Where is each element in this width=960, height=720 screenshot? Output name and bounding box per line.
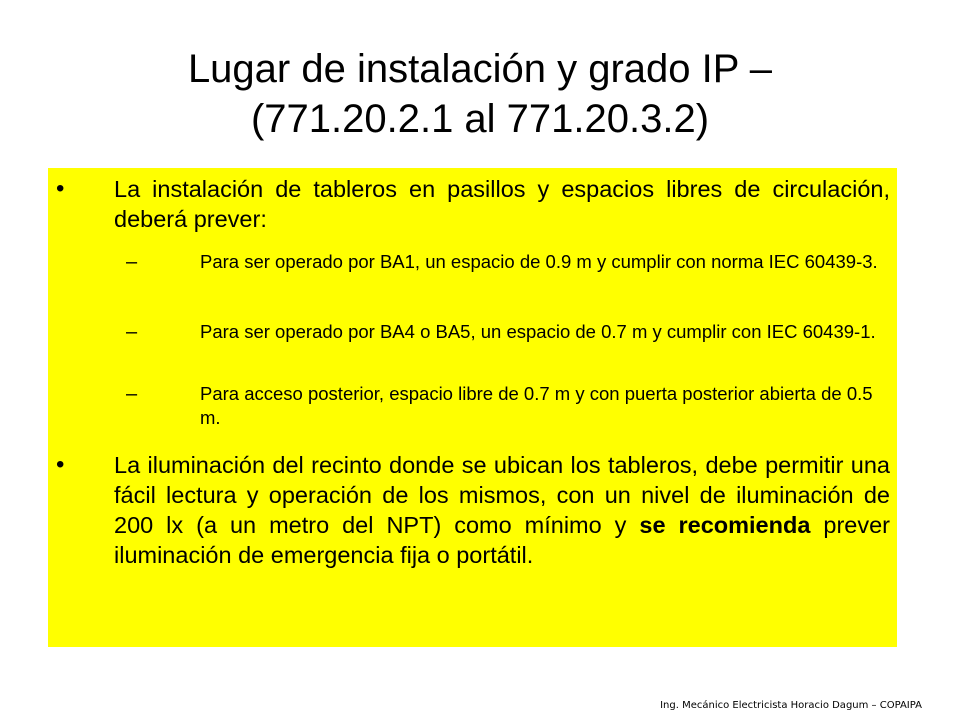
bullet-text-emphasis: se recomienda <box>639 512 811 538</box>
sub-item-marker: – <box>126 383 138 405</box>
bullet-text: La instalación de tableros en pasillos y espacios libres de circulación, deberá prever: <box>114 176 890 232</box>
bullet-text <box>114 450 890 570</box>
slide-title-line-1: Lugar de instalación y grado IP – <box>187 47 773 91</box>
bullet-text-part: prever iluminación de emergencia fija o portátil. <box>114 512 890 568</box>
footer-credit: Ing. Mecánico Electricista Horacio Dagum – COPAIPA <box>660 700 922 711</box>
sub-item-marker: – <box>126 321 138 343</box>
sub-item-text: Para acceso posterior, espacio libre de 0.7 m y con puerta posterior abierta de 0.5 m. <box>200 383 873 428</box>
slide-title <box>40 44 920 144</box>
bullet-marker: • <box>56 451 65 478</box>
sub-item-marker: – <box>126 251 138 273</box>
sub-item-text: Para ser operado por BA4 o BA5, un espacio de 0.7 m y cumplir con IEC 60439-1. <box>200 321 876 342</box>
sub-item-text: Para ser operado por BA1, un espacio de 0.9 m y cumplir con norma IEC 60439-3. <box>200 251 878 272</box>
bullet-marker: • <box>56 175 65 202</box>
content-box <box>48 168 897 647</box>
slide-title-line-2: (771.20.2.1 al 771.20.3.2) <box>250 97 710 141</box>
bullet-text-part: La iluminación del recinto donde se ubican los tableros, debe permitir una fácil lectura y operación de los mismos, con un nivel de iluminación de 200 lx (a un metro del NPT) como mínimo y <box>114 452 890 538</box>
